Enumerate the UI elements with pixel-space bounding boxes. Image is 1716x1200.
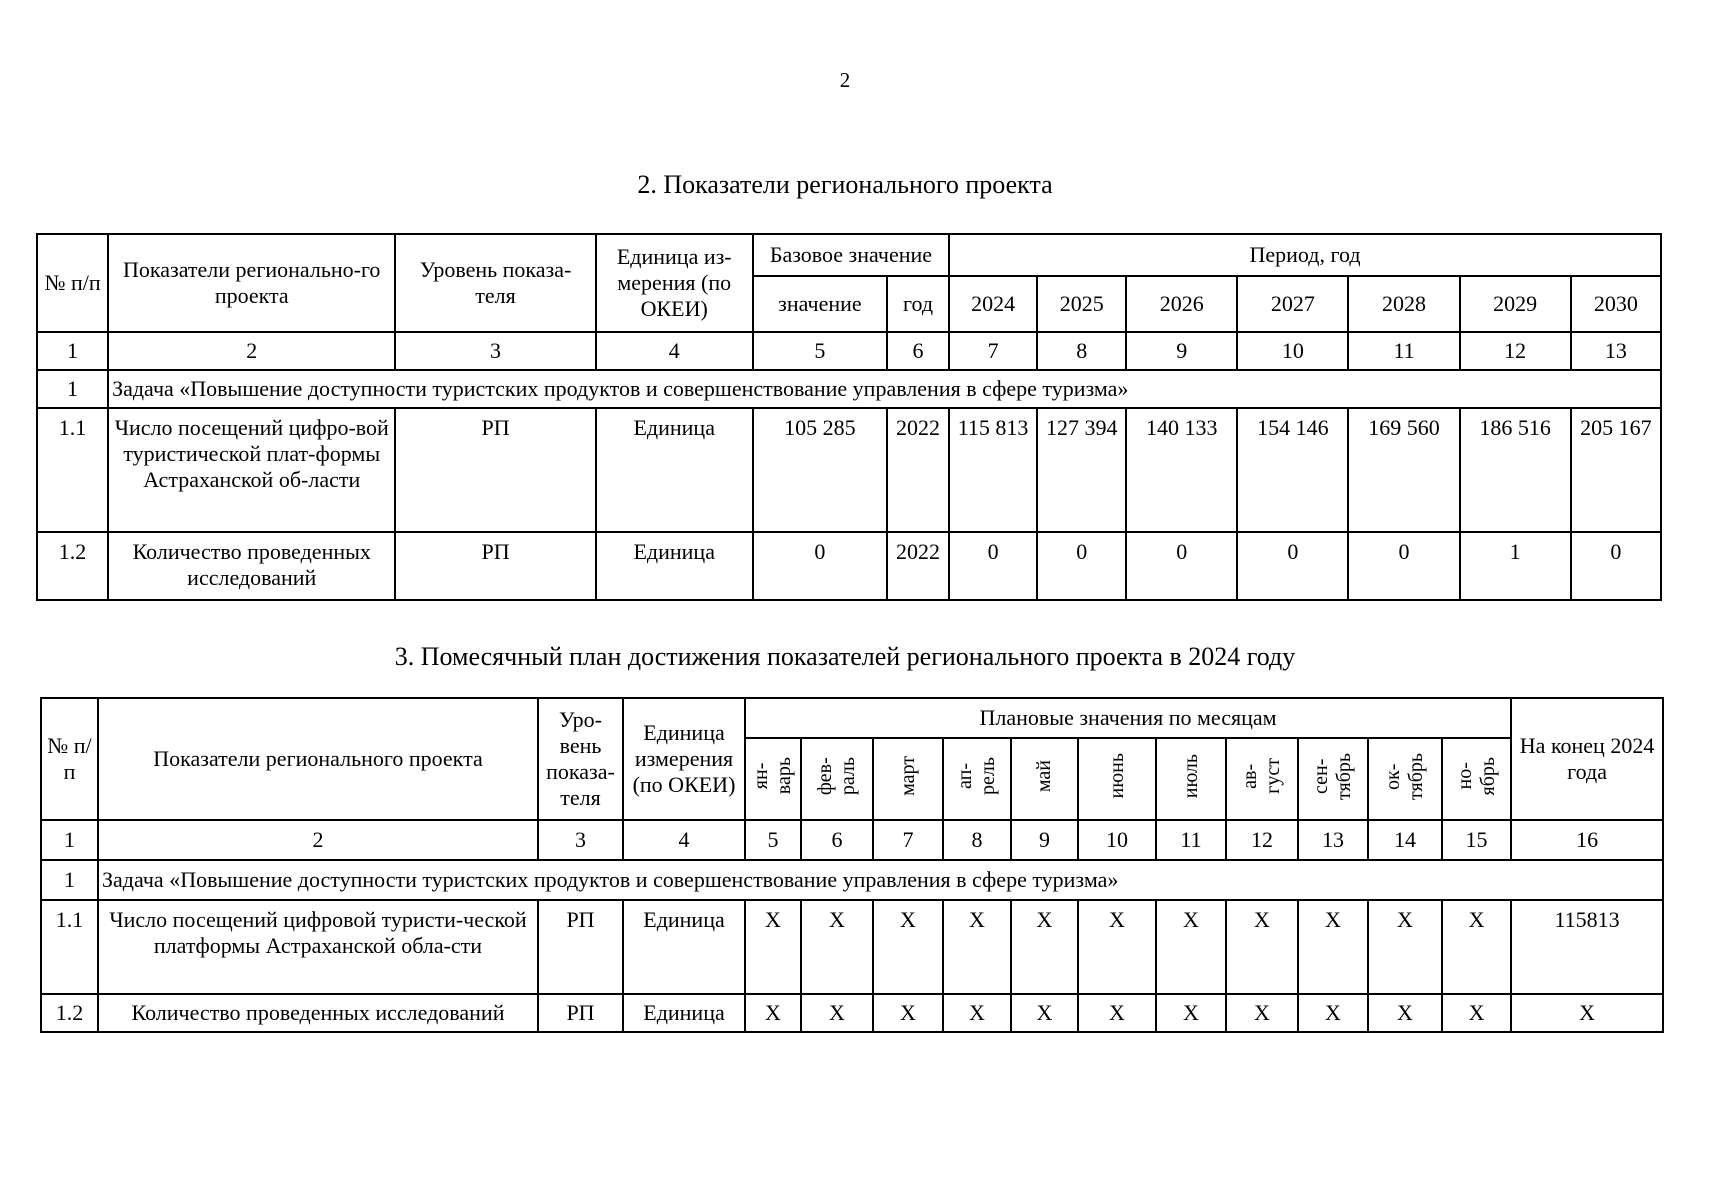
row-year-value: 186 516	[1460, 408, 1571, 532]
header-indicator: Показатели регионально-го проекта	[108, 234, 395, 332]
table-row	[41, 900, 1663, 994]
column-number: 9	[1011, 820, 1078, 860]
indicators-table	[36, 233, 1662, 601]
column-number-row	[37, 332, 1661, 370]
column-number: 9	[1126, 332, 1237, 370]
row-year-value: 205 167	[1571, 408, 1661, 532]
header-base-year: год	[887, 276, 949, 332]
header-row	[41, 698, 1663, 738]
header-year: 2026	[1126, 276, 1237, 332]
row-month-value: Х	[801, 994, 873, 1032]
header-year: 2027	[1237, 276, 1348, 332]
header-indicator: Показатели регионального проекта	[98, 698, 538, 820]
task-row	[37, 370, 1661, 408]
header-unit: Единица из-мерения (по ОКЕИ)	[596, 234, 753, 332]
header-year: 2029	[1460, 276, 1571, 332]
row-base-year: 2022	[887, 408, 949, 532]
row-indicator: Число посещений цифровой туристи-ческой платформы Астраханской обла-сти	[98, 900, 538, 994]
row-year-value: 0	[949, 532, 1037, 600]
column-number: 5	[745, 820, 801, 860]
row-unit: Единица	[596, 408, 753, 532]
row-num: 1.1	[41, 900, 98, 994]
header-year: 2025	[1037, 276, 1126, 332]
row-num: 1.2	[41, 994, 98, 1032]
column-number: 1	[37, 332, 108, 370]
header-base-value: значение	[753, 276, 887, 332]
column-number: 10	[1078, 820, 1156, 860]
column-number: 7	[873, 820, 943, 860]
row-indicator: Число посещений цифро-вой туристической плат-формы Астраханской об-ласти	[108, 408, 395, 532]
column-number: 12	[1226, 820, 1298, 860]
row-month-value: Х	[1078, 900, 1156, 994]
row-year-value: 140 133	[1126, 408, 1237, 532]
header-month	[1156, 738, 1226, 820]
row-year-value: 0	[1571, 532, 1661, 600]
header-month	[1078, 738, 1156, 820]
row-month-value: Х	[1442, 994, 1511, 1032]
column-number: 10	[1237, 332, 1348, 370]
header-base: Базовое значение	[753, 234, 949, 276]
month-label: июль	[1179, 753, 1202, 799]
row-month-value: Х	[1011, 900, 1078, 994]
column-number: 5	[753, 332, 887, 370]
column-number: 16	[1511, 820, 1663, 860]
header-level: Уро-вень показа-теля	[538, 698, 623, 820]
column-number: 3	[538, 820, 623, 860]
row-month-value: Х	[873, 994, 943, 1032]
row-base-value: 0	[753, 532, 887, 600]
header-end-of-year: На конец 2024 года	[1511, 698, 1663, 820]
task-num: 1	[41, 860, 98, 900]
row-month-value: Х	[745, 994, 801, 1032]
column-number: 15	[1442, 820, 1511, 860]
row-end-of-year: 115813	[1511, 900, 1663, 994]
month-label: ап- рель	[954, 757, 999, 796]
column-number: 3	[395, 332, 595, 370]
row-month-value: Х	[943, 900, 1011, 994]
row-month-value: Х	[1226, 994, 1298, 1032]
row-month-value: Х	[1298, 994, 1368, 1032]
row-unit: Единица	[596, 532, 753, 600]
row-end-of-year: Х	[1511, 994, 1663, 1032]
page-number: 2	[839, 68, 851, 92]
task-num: 1	[37, 370, 108, 408]
header-period: Период, год	[949, 234, 1661, 276]
row-month-value: Х	[1226, 900, 1298, 994]
column-number: 7	[949, 332, 1037, 370]
task-text: Задача «Повышение доступности туристских продуктов и совершенствование управления в сфере туризма»	[98, 860, 1663, 900]
row-month-value: Х	[1298, 900, 1368, 994]
row-year-value: 154 146	[1237, 408, 1348, 532]
column-number: 14	[1368, 820, 1442, 860]
row-month-value: Х	[873, 900, 943, 994]
column-number: 8	[1037, 332, 1126, 370]
section-2-title: 2. Показатели регионального проекта	[637, 170, 1053, 199]
header-month	[1226, 738, 1298, 820]
month-label: июнь	[1105, 753, 1128, 799]
month-label: сен- тябрь	[1310, 752, 1355, 800]
row-year-value: 127 394	[1037, 408, 1126, 532]
row-month-value: Х	[1156, 994, 1226, 1032]
header-month	[1442, 738, 1511, 820]
column-number: 13	[1298, 820, 1368, 860]
column-number: 2	[108, 332, 395, 370]
column-number: 8	[943, 820, 1011, 860]
row-month-value: Х	[1156, 900, 1226, 994]
row-num: 1.2	[37, 532, 108, 600]
row-indicator: Количество проведенных исследований	[98, 994, 538, 1032]
row-year-value: 169 560	[1348, 408, 1459, 532]
row-base-value: 105 285	[753, 408, 887, 532]
row-year-value: 0	[1348, 532, 1459, 600]
table-row	[41, 994, 1663, 1032]
row-month-value: Х	[1368, 900, 1442, 994]
row-unit: Единица	[623, 900, 745, 994]
row-month-value: Х	[745, 900, 801, 994]
month-label: фев- раль	[814, 756, 859, 796]
table-row	[37, 532, 1661, 600]
row-month-value: Х	[1368, 994, 1442, 1032]
column-number: 6	[887, 332, 949, 370]
month-label: май	[1033, 759, 1055, 793]
header-num: № п/п	[37, 234, 108, 332]
column-number: 12	[1460, 332, 1571, 370]
row-level: РП	[395, 532, 595, 600]
section-3-title: 3. Помесячный план достижения показателей регионального проекта в 2024 году	[394, 642, 1296, 671]
header-month	[873, 738, 943, 820]
header-year: 2030	[1571, 276, 1661, 332]
header-year: 2028	[1348, 276, 1459, 332]
row-level: РП	[538, 900, 623, 994]
row-level: РП	[395, 408, 595, 532]
column-number: 1	[41, 820, 98, 860]
column-number: 4	[623, 820, 745, 860]
row-num: 1.1	[37, 408, 108, 532]
month-label: но- ябрь	[1453, 756, 1499, 796]
row-year-value: 0	[1037, 532, 1126, 600]
header-month	[1298, 738, 1368, 820]
header-month	[801, 738, 873, 820]
column-number: 4	[596, 332, 753, 370]
header-unit: Единица измерения (по ОКЕИ)	[623, 698, 745, 820]
table-row	[37, 408, 1661, 532]
monthly-plan-table	[40, 697, 1664, 1033]
row-year-value: 115 813	[949, 408, 1037, 532]
column-number-row	[41, 820, 1663, 860]
row-base-year: 2022	[887, 532, 949, 600]
column-number: 11	[1156, 820, 1226, 860]
column-number: 11	[1348, 332, 1459, 370]
row-month-value: Х	[943, 994, 1011, 1032]
row-year-value: 0	[1126, 532, 1237, 600]
header-num: № п/п	[41, 698, 98, 820]
row-year-value: 1	[1460, 532, 1571, 600]
row-month-value: Х	[1078, 994, 1156, 1032]
header-monthly: Плановые значения по месяцам	[745, 698, 1511, 738]
header-year: 2024	[949, 276, 1037, 332]
column-number: 13	[1571, 332, 1661, 370]
row-level: РП	[538, 994, 623, 1032]
month-label: ян- варь	[750, 757, 795, 795]
column-number: 6	[801, 820, 873, 860]
column-number: 2	[98, 820, 538, 860]
header-month	[1011, 738, 1078, 820]
month-label: март	[896, 756, 919, 796]
month-label: ок- тябрь	[1382, 752, 1427, 800]
header-month	[943, 738, 1011, 820]
row-month-value: Х	[801, 900, 873, 994]
header-month	[1368, 738, 1442, 820]
header-row	[37, 234, 1661, 276]
header-month	[745, 738, 801, 820]
task-text: Задача «Повышение доступности туристских продуктов и совершенствование управления в сфере туризма»	[108, 370, 1661, 408]
header-level: Уровень показа-теля	[395, 234, 595, 332]
row-month-value: Х	[1442, 900, 1511, 994]
row-year-value: 0	[1237, 532, 1348, 600]
task-row	[41, 860, 1663, 900]
row-unit: Единица	[623, 994, 745, 1032]
month-label: ав- густ	[1239, 758, 1284, 794]
row-indicator: Количество проведенных исследований	[108, 532, 395, 600]
row-month-value: Х	[1011, 994, 1078, 1032]
